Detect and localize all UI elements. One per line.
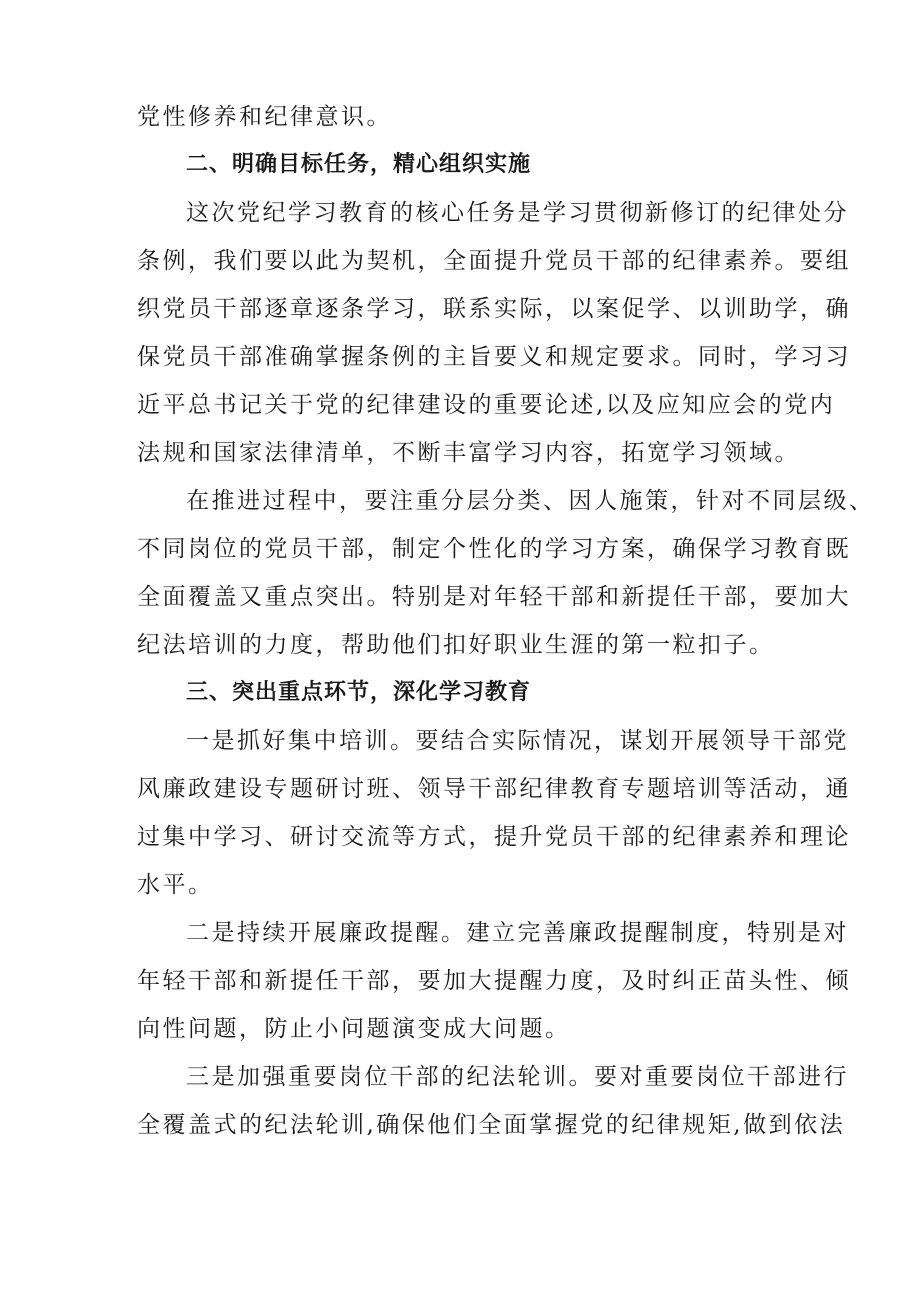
- paragraph-line: 近平总书记关于党的纪律建设的重要论述,以及应知应会的党内: [137, 392, 836, 418]
- paragraph-line: 法规和国家法律清单，不断丰富学习内容，拓宽学习领域。: [137, 440, 800, 466]
- paragraph-line: 年轻干部和新提任干部，要加大提醒力度，及时纠正苗头性、倾: [137, 968, 851, 994]
- paragraph-line: 水平。: [137, 872, 214, 898]
- paragraph-line: 织党员干部逐章逐条学习，联系实际，以案促学、以训助学，确: [137, 296, 851, 322]
- section-heading: 三、突出重点环节，深化学习教育: [186, 680, 532, 705]
- paragraph-line: 二是持续开展廉政提醒。建立完善廉政提醒制度，特别是对: [186, 920, 849, 946]
- paragraph-line: 过集中学习、研讨交流等方式，提升党员干部的纪律素养和理论: [137, 824, 851, 850]
- paragraph-line: 向性问题，防止小问题演变成大问题。: [137, 1016, 571, 1042]
- paragraph-line: 保党员干部准确掌握条例的主旨要义和规定要求。同时，学习习: [137, 344, 851, 370]
- paragraph-line: 风廉政建设专题研讨班、领导干部纪律教育专题培训等活动，通: [137, 776, 851, 802]
- paragraph-line: 在推进过程中，要注重分层分类、因人施策，针对不同层级、: [186, 488, 875, 514]
- paragraph-line: 全覆盖式的纪法轮训,确保他们全面掌握党的纪律规矩,做到依法: [137, 1112, 846, 1138]
- paragraph-line: 纪法培训的力度，帮助他们扣好职业生涯的第一粒扣子。: [137, 632, 775, 658]
- paragraph-line: 不同岗位的党员干部，制定个性化的学习方案，确保学习教育既: [137, 536, 851, 562]
- paragraph-line: 这次党纪学习教育的核心任务是学习贯彻新修订的纪律处分: [186, 200, 849, 226]
- paragraph-line: 全面覆盖又重点突出。特别是对年轻干部和新提任干部，要加大: [137, 584, 851, 610]
- section-heading: 二、明确目标任务，精心组织实施: [186, 152, 532, 177]
- paragraph-line: 一是抓好集中培训。要结合实际情况，谋划开展领导干部党: [186, 728, 849, 754]
- paragraph-line: 条例，我们要以此为契机，全面提升党员干部的纪律素养。要组: [137, 248, 851, 274]
- paragraph-line: 三是加强重要岗位干部的纪法轮训。要对重要岗位干部进行: [186, 1064, 849, 1090]
- paragraph-line: 党性修养和纪律意识。: [137, 104, 392, 130]
